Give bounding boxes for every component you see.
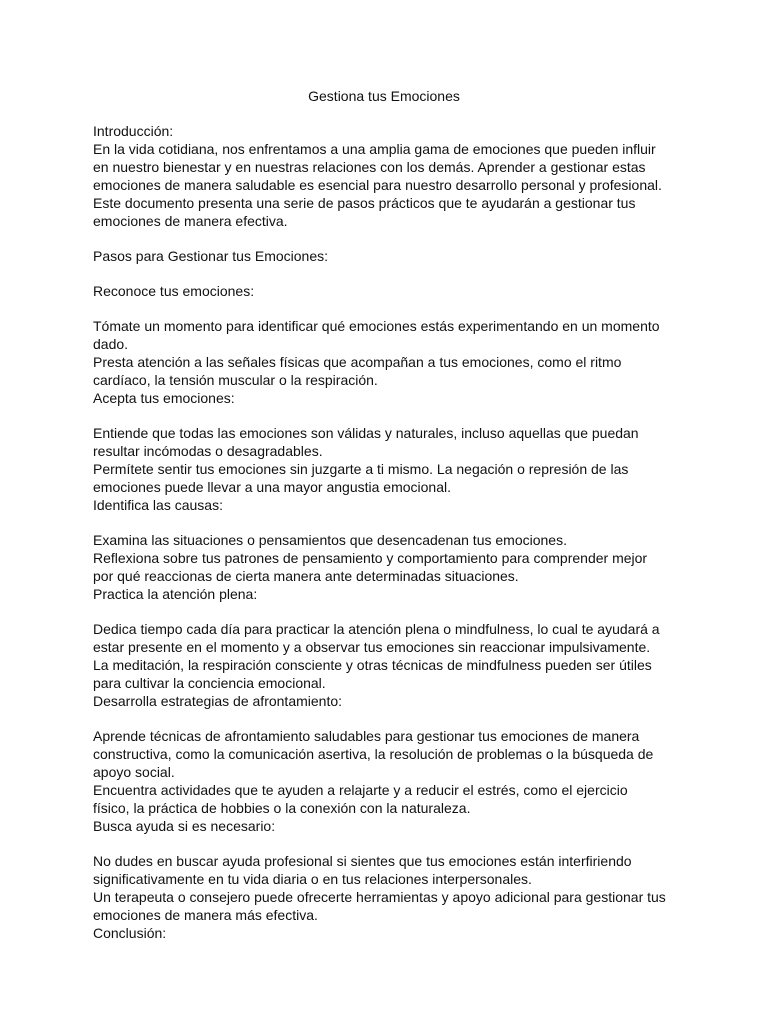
text-line: Entiende que todas las emociones son válidas y naturales, incluso aquellas que puedan — [93, 425, 639, 441]
text-line: cardíaco, la tensión muscular o la respiración. — [93, 372, 378, 388]
text-line: significativamente en tu vida diaria o en tus relaciones interpersonales. — [93, 871, 532, 887]
text-line: en nuestro bienestar y en nuestras relaciones con los demás. Aprender a gestionar estas — [93, 159, 646, 175]
text-line: constructiva, como la comunicación asertiva, la resolución de problemas o la búsqueda de — [93, 746, 654, 762]
text-line: Reflexiona sobre tus patrones de pensamiento y comportamiento para comprender mejor — [93, 550, 648, 566]
text-line: emociones de manera saludable es esencial para nuestro desarrollo personal y profesional. — [93, 177, 662, 193]
text-line: Aprende técnicas de afrontamiento saludables para gestionar tus emociones de manera — [93, 728, 640, 744]
blank-line — [93, 514, 693, 531]
text-line: por qué reaccionas de cierta manera ante determinadas situaciones. — [93, 568, 519, 584]
text-line: físico, la práctica de hobbies o la conexión con la naturaleza. — [93, 800, 471, 816]
text-line: Presta atención a las señales físicas que acompañan a tus emociones, como el ritmo — [93, 354, 622, 370]
text-line: Desarrolla estrategias de afrontamiento: — [93, 693, 343, 709]
text-line: Busca ayuda si es necesario: — [93, 818, 276, 834]
text-line: Identifica las causas: — [93, 497, 223, 513]
text-line: Dedica tiempo cada día para practicar la atención plena o mindfulness, lo cual te ayudará a — [93, 621, 660, 637]
blank-line — [93, 407, 693, 424]
text-line: Permítete sentir tus emociones sin juzgarte a ti mismo. La negación o represión de las — [93, 461, 629, 477]
blank-line — [93, 603, 693, 620]
text-line: Examina las situaciones o pensamientos que desencadenan tus emociones. — [93, 532, 567, 548]
text-line: emociones de manera más efectiva. — [93, 907, 318, 923]
text-line: Acepta tus emociones: — [93, 390, 235, 406]
text-line: No dudes en buscar ayuda profesional si sientes que tus emociones están interfiriendo — [93, 853, 632, 869]
text-line: emociones puede llevar a una mayor angustia emocional. — [93, 479, 451, 495]
text-line: Tómate un momento para identificar qué emociones estás experimentando en un momento — [93, 318, 660, 334]
text-line: apoyo social. — [93, 764, 175, 780]
text-line: La meditación, la respiración consciente y otras técnicas de mindfulness pueden ser útiles — [93, 657, 652, 673]
text-line: dado. — [93, 336, 129, 352]
text-line: Pasos para Gestionar tus Emociones: — [93, 248, 329, 264]
blank-line — [93, 710, 693, 727]
blank-line — [93, 300, 693, 317]
text-line: Un terapeuta o consejero puede ofrecerte herramientas y apoyo adicional para gestionar tus — [93, 889, 666, 905]
text-line: Conclusión: — [93, 925, 167, 941]
document-title: Gestiona tus Emociones — [308, 88, 460, 104]
document-body — [93, 122, 693, 942]
text-line: Introducción: — [93, 123, 174, 139]
text-line: emociones de manera efectiva. — [93, 213, 288, 229]
text-line: Este documento presenta una serie de pasos prácticos que te ayudarán a gestionar tus — [93, 195, 636, 211]
blank-line — [93, 230, 693, 247]
blank-line — [93, 265, 693, 282]
text-line: Reconoce tus emociones: — [93, 283, 255, 299]
blank-line — [93, 835, 693, 852]
text-line: Encuentra actividades que te ayuden a relajarte y a reducir el estrés, como el ejercicio — [93, 782, 628, 798]
text-line: para cultivar la conciencia emocional. — [93, 675, 326, 691]
text-line: resultar incómodas o desagradables. — [93, 443, 323, 459]
text-line: En la vida cotidiana, nos enfrentamos a una amplia gama de emociones que pueden influir — [93, 141, 656, 157]
text-line: Practica la atención plena: — [93, 586, 258, 602]
text-line: estar presente en el momento y a observar tus emociones sin reaccionar impulsivamente. — [93, 639, 651, 655]
